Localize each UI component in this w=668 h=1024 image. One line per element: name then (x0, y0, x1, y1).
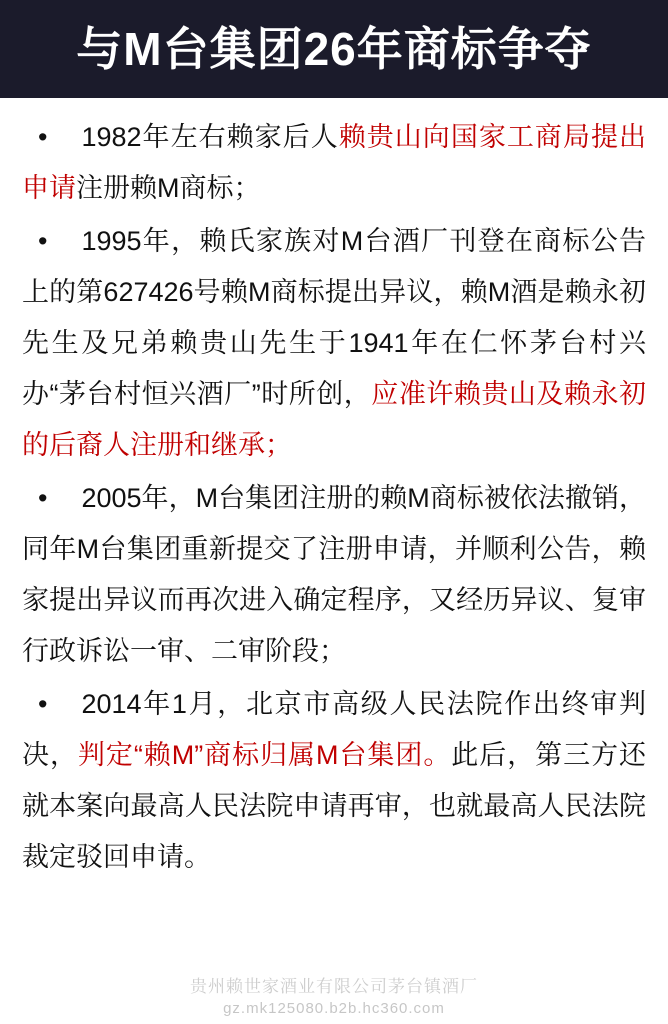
header-bar (0, 0, 668, 98)
text-segment: 此后，第三方还就本案向最高人民法院申请再审，也就最高人民法院裁定驳回申请。 (22, 740, 647, 872)
text-segment: 1995年，赖氏家族对M台酒厂刊登在商标公告上的第627426号赖M商标提出异议，赖M酒是赖永初先生及兄弟赖贵山先生于1941年在仁怀茅台村兴办“茅台村恒兴酒厂”时所创， (22, 226, 646, 409)
text-segment-highlight: 赖贵山向国家工商局提出申请 (22, 122, 646, 203)
text-segment: 注册赖M商标； (76, 173, 261, 203)
article-body (0, 98, 668, 883)
list-item (22, 473, 646, 677)
text-segment-highlight: 判定“赖M”商标归属M台集团。 (77, 740, 452, 770)
list-item (22, 216, 646, 471)
list-item (22, 112, 646, 214)
watermark (0, 976, 668, 1020)
watermark-line-1: 贵州赖世家酒业有限公司茅台镇酒厂 (190, 977, 478, 996)
bullet-icon: • (38, 689, 48, 719)
text-segment: 1982年左右赖家后人 (81, 122, 339, 152)
text-segment: 2014年1月，北京市高级人民法院作出终审判决， (22, 689, 646, 770)
text-segment: 2005年，M台集团注册的赖M商标被依法撤销，同年M台集团重新提交了注册申请，并顺利公告，赖家提出异议而再次进入确定程序，又经历异议、复审行政诉讼一审、二审阶段； (22, 483, 646, 666)
watermark-line-2: gz.mk125080.b2b.hc360.com (223, 1000, 445, 1017)
page-title: 与M台集团26年商标争夺 (76, 23, 592, 75)
text-segment-highlight: 应准许赖贵山及赖永初的后裔人注册和继承； (22, 379, 646, 460)
list-item (22, 679, 646, 883)
bullet-icon: • (38, 122, 48, 152)
bullet-icon: • (38, 483, 48, 513)
bullet-icon: • (38, 226, 48, 256)
